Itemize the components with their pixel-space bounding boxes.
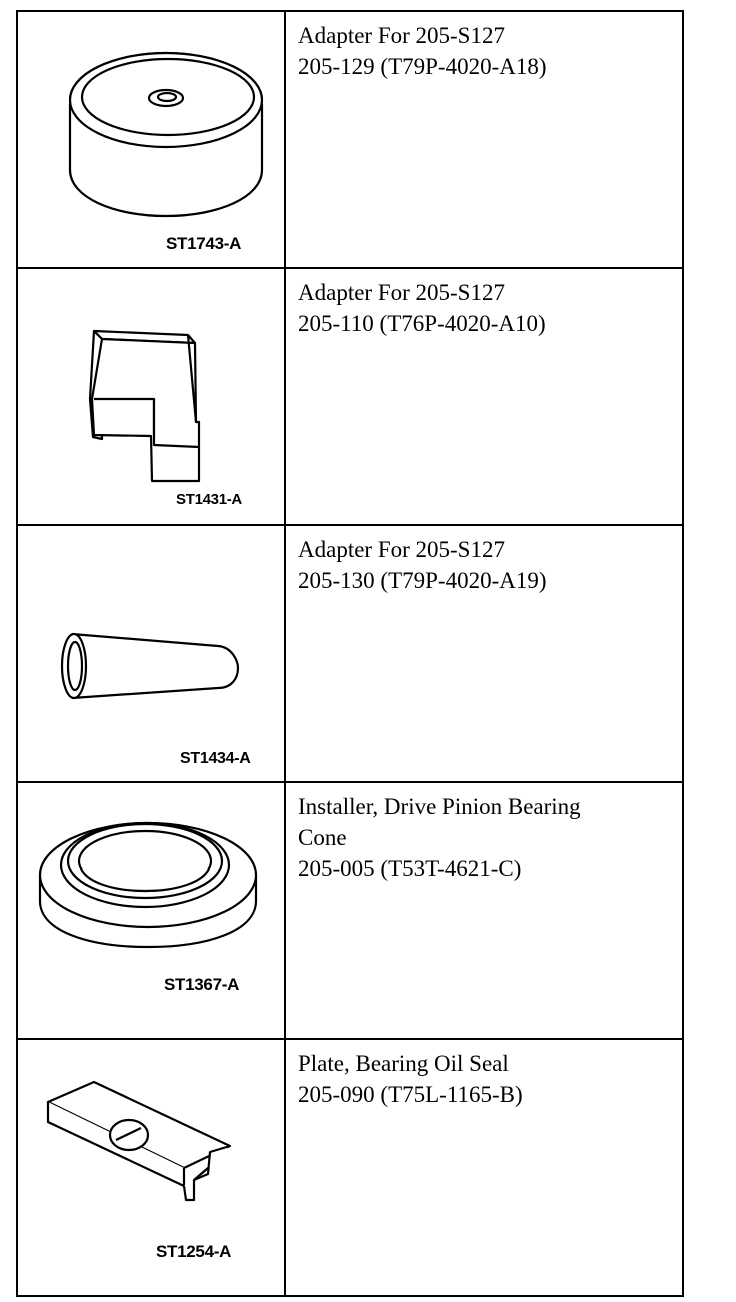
special-tools-table (16, 10, 684, 1297)
tool-description-cell (285, 268, 683, 525)
tool-illustration-cell (17, 11, 285, 268)
tool-description-line: 205-129 (T79P-4020-A18) (298, 54, 547, 79)
tool-description-line: Cone (298, 825, 347, 850)
tool-row (17, 782, 683, 1039)
tool-row (17, 1039, 683, 1296)
tool-description-line: Adapter For 205-S127 (298, 23, 505, 48)
tool-description-line: Adapter For 205-S127 (298, 280, 505, 305)
tool-description-line: 205-090 (T75L-1165-B) (298, 1082, 523, 1107)
bent-plate-illustration (18, 1040, 284, 1295)
tube-adapter-illustration (18, 526, 284, 781)
tool-description-line: Installer, Drive Pinion Bearing (298, 794, 581, 819)
tool-illustration-cell (17, 268, 285, 525)
tool-ref-code: ST1367-A (164, 975, 240, 994)
tool-illustration-cell (17, 782, 285, 1039)
tool-description-cell (285, 1039, 683, 1296)
tool-row (17, 11, 683, 268)
tool-description-line: Adapter For 205-S127 (298, 537, 505, 562)
tool-ref-code: ST1743-A (166, 234, 242, 253)
tool-description-line: 205-130 (T79P-4020-A19) (298, 568, 547, 593)
tool-illustration-cell (17, 1039, 285, 1296)
ring-installer-illustration (18, 783, 284, 1038)
tool-illustration-cell (17, 525, 285, 782)
tool-description-line: 205-110 (T76P-4020-A10) (298, 311, 546, 336)
tool-ref-code: ST1254-A (156, 1242, 232, 1261)
tool-description-cell (285, 525, 683, 782)
tool-description-line: 205-005 (T53T-4621-C) (298, 856, 522, 881)
tool-ref-code: ST1431-A (176, 491, 242, 508)
tool-ref-code: ST1434-A (180, 750, 251, 767)
tool-description-cell (285, 11, 683, 268)
stepped-block-adapter-illustration (18, 269, 284, 524)
cylindrical-adapter-illustration (18, 12, 284, 267)
tool-row (17, 525, 683, 782)
tool-description-line: Plate, Bearing Oil Seal (298, 1051, 509, 1076)
tool-description-cell (285, 782, 683, 1039)
tool-row (17, 268, 683, 525)
